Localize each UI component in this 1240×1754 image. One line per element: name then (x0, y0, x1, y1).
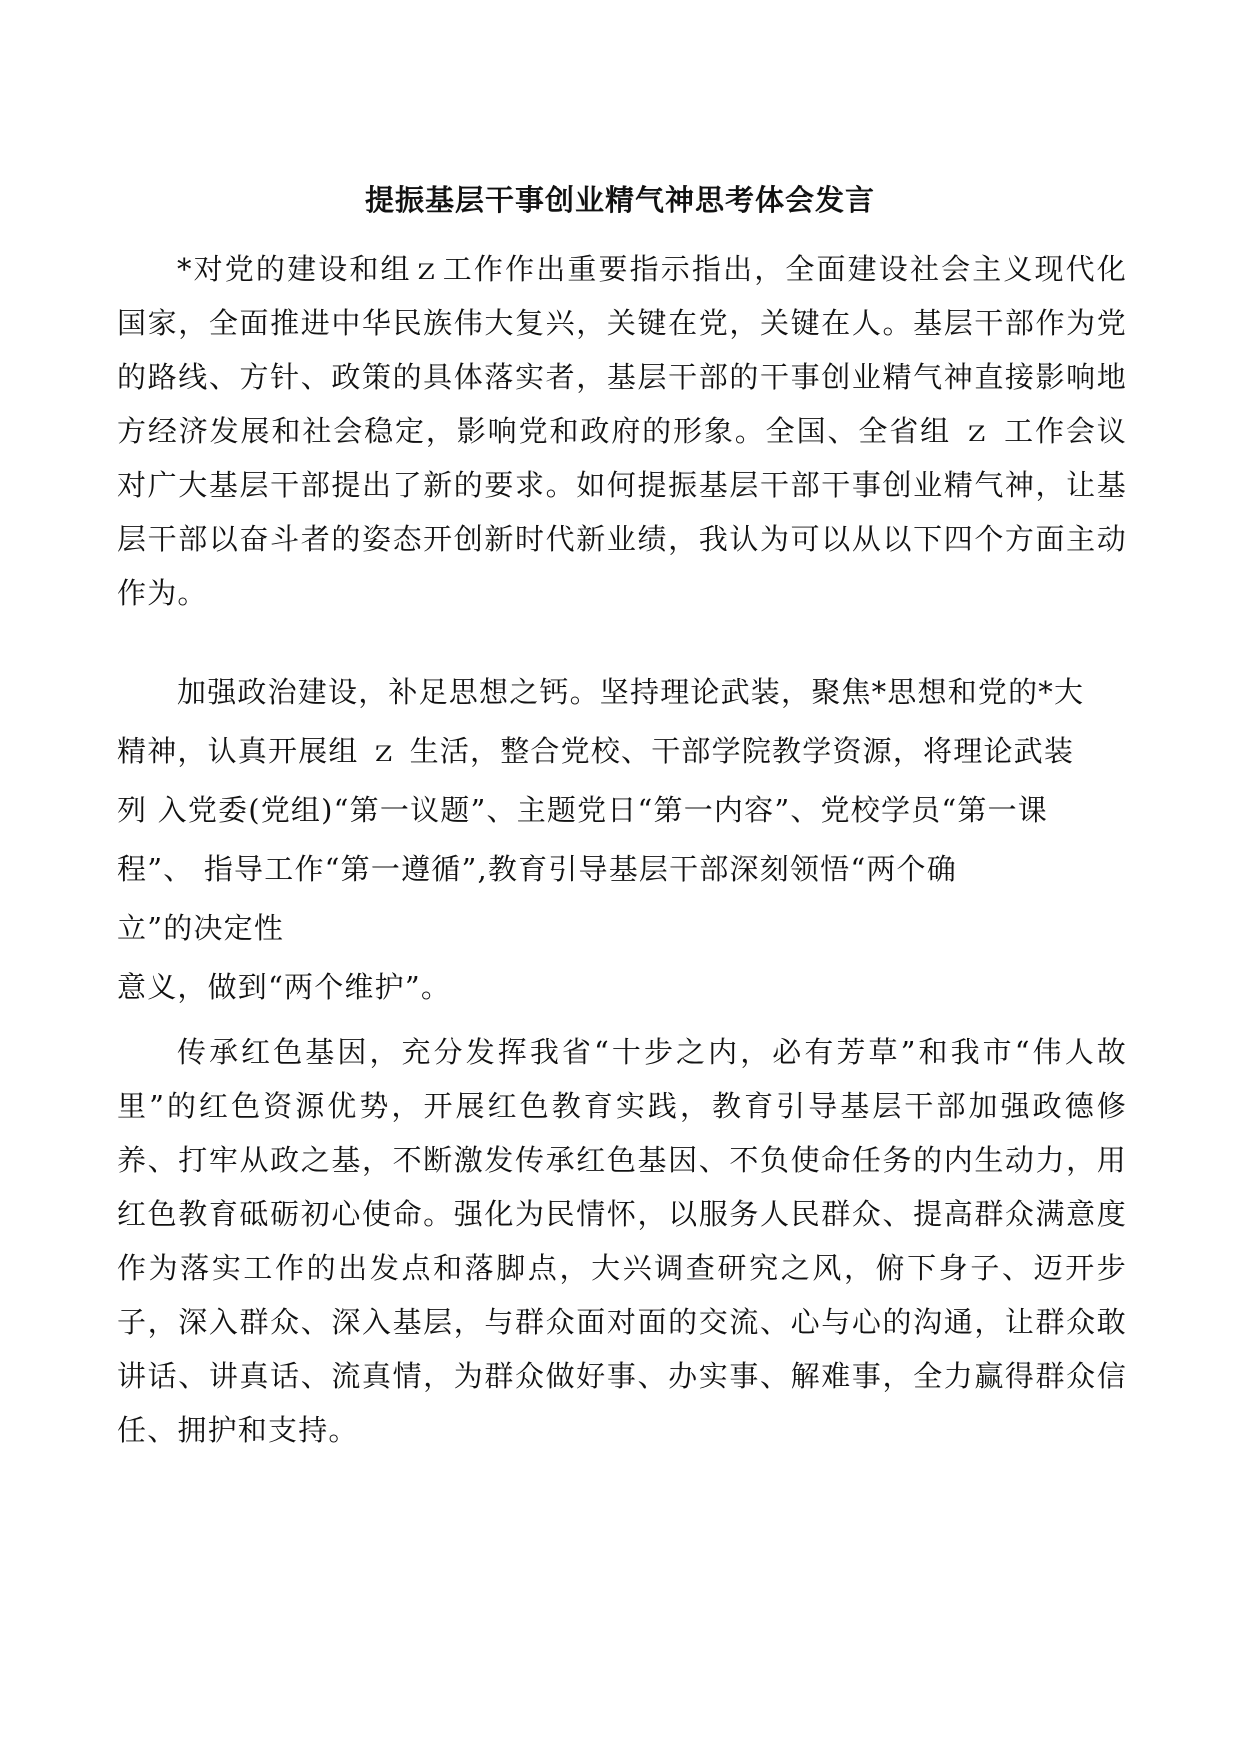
paragraph-2 (117, 663, 1127, 1017)
paragraph-2-line: 列 入党委(党组)“第一议题”、主题党日“第一内容”、党校学员“第一课 (117, 793, 1048, 827)
paragraph-2-line: 程”、 指导工作“第一遵循”,教育引导基层干部深刻领悟“两个确 (117, 852, 957, 886)
paragraph-2-line: 意义，做到“两个维护”。 (117, 970, 452, 1004)
paragraph-3: 传承红色基因，充分发挥我省“十步之内，必有芳草”和我市“伟人故里”的红色资源优势，开展红色教育实践，教育引导基层干部加强政德修养、打牢从政之基，不断激发传承红色基因、不负使命任务的内生动力，用红色教育砥砺初心使命。强化为民情怀，以服务人民群众、提高群众满意度作为落实工作的出发点和落脚点，大兴调查研究之风，俯下身子、迈开步子，深入群众、深入基层，与群众面对面的交流、心与心的沟通，让群众敢讲话、讲真话、流真情，为群众做好事、办实事、解难事，全力赢得群众信任、拥护和支持。 (117, 1035, 1127, 1447)
paragraph-2-line: 立”的决定性 (117, 911, 285, 945)
paragraph-2-line: 加强政治建设，补足思想之钙。坚持理论武装，聚焦*思想和党的*大 (177, 675, 1085, 709)
paragraph-2-line: 精神，认真开展组 ｚ 生活，整合党校、干部学院教学资源，将理论武装 (117, 734, 1075, 768)
paragraph-1: *对党的建设和组ｚ工作作出重要指示指出，全面建设社会主义现代化国家，全面推进中华民族伟大复兴，关键在党，关键在人。基层干部作为党的路线、方针、政策的具体落实者，基层干部的干事创业精气神直接影响地方经济发展和社会稳定，影响党和政府的形象。全国、全省组 ｚ 工作会议对广大基层干部提出了新的要求。如何提振基层干部干事创业精气神，让基层干部以奋斗者的姿态开创新时代新业绩，我认为可以从以下四个方面主动作为。 (117, 252, 1127, 610)
document-title: 提振基层干事创业精气神思考体会发言 (364, 183, 875, 217)
